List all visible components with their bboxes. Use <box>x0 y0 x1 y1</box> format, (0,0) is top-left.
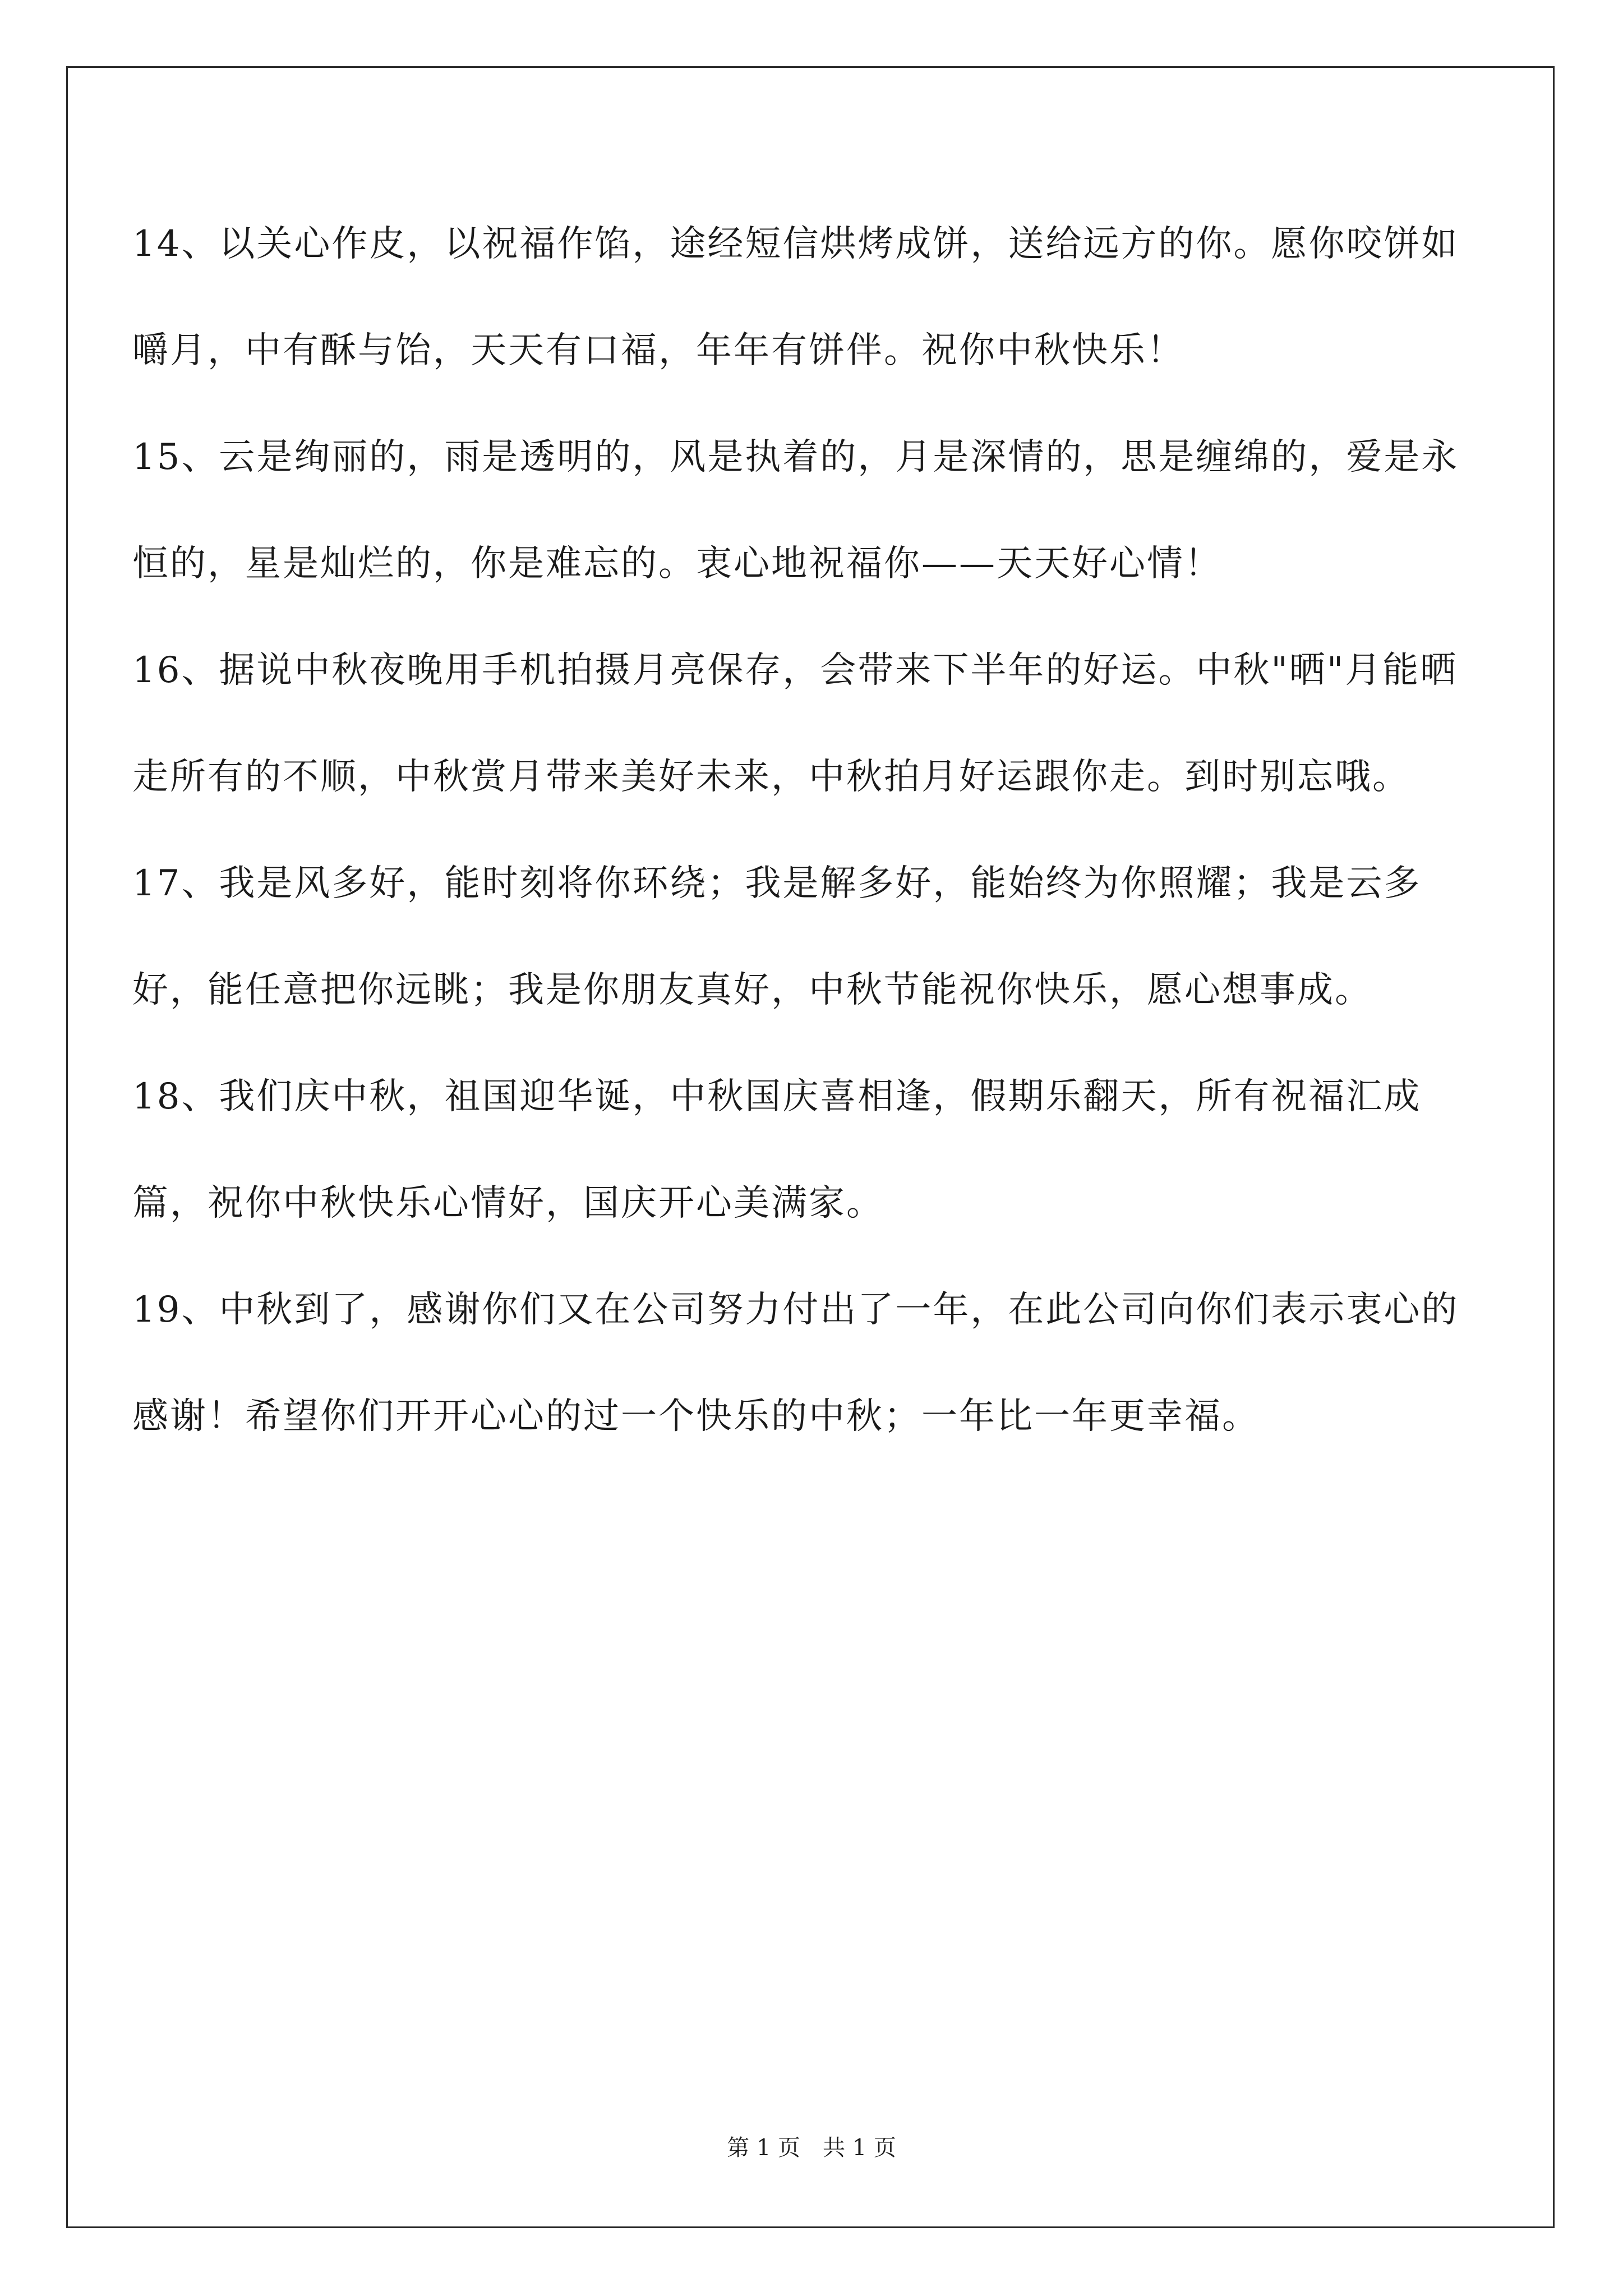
paragraph-18: 18、我们庆中秋，祖国迎华诞，中秋国庆喜相逢，假期乐翻天，所有祝福汇成篇，祝你中秋快乐心情好，国庆开心美满家。 <box>132 1076 1422 1224</box>
paragraph-15: 15、云是绚丽的，雨是透明的，风是执着的，月是深情的，思是缠绵的，爱是永恒的，星是灿烂的，你是难忘的。衷心地祝福你——天天好心情！ <box>132 436 1459 585</box>
paragraph-19: 19、中秋到了，感谢你们又在公司努力付出了一年，在此公司向你们表示衷心的感谢！希望你们开开心心的过一个快乐的中秋；一年比一年更幸福。 <box>132 1289 1459 1437</box>
paragraph-16: 16、据说中秋夜晚用手机拍摄月亮保存，会带来下半年的好运。中秋"晒"月能晒走所有的不顺，中秋赏月带来美好未来，中秋拍月好运跟你走。到时别忘哦。 <box>132 650 1458 798</box>
page-number-footer: 第 1 页 共 1 页 <box>727 2135 896 2161</box>
paragraph-14: 14、以关心作皮，以祝福作馅，途经短信烘烤成饼，送给远方的你。愿你咬饼如嚼月，中有酥与饴，天天有口福，年年有饼伴。祝你中秋快乐！ <box>132 223 1459 371</box>
paragraph-17: 17、我是风多好，能时刻将你环绕；我是解多好，能始终为你照耀；我是云多好，能任意把你远眺；我是你朋友真好，中秋节能祝你快乐，愿心想事成。 <box>132 863 1422 1011</box>
document-body <box>132 191 1490 1470</box>
